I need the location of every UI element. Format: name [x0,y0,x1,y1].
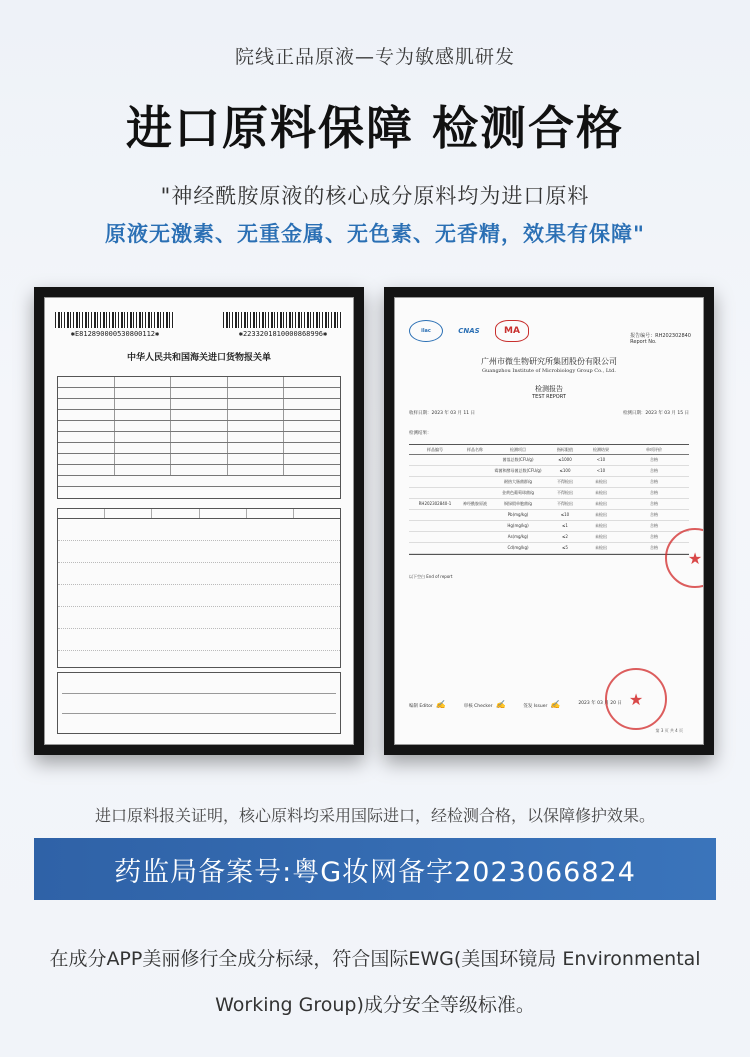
result-row: Hg(mg/kg) ≤1 未检出 合格 [409,521,689,532]
description-line-1: "神经酰胺原液的核心成分原料均为进口原料 [160,184,590,208]
ilac-mra-logo-icon: ilac [409,320,443,342]
barcode-icon [223,312,343,328]
customs-header-table [57,376,341,499]
end-of-report-note: 以下空白 End of report [409,574,453,579]
customs-declaration-document [44,297,354,745]
test-report-frame [384,287,714,755]
result-row: 金黄色葡萄球菌/g 不得检出 未检出 合格 [409,488,689,499]
issuer-signature: 签发 Issuer ✍ [523,700,561,709]
result-row: 菌落总数(CFU/g) ≤1000 <10 合格 [409,455,689,466]
report-title-en: TEST REPORT [532,394,566,400]
report-title-cn: 检测报告 [535,385,563,393]
customs-goods-table [57,508,341,668]
issue-date: 2023 年 03 月 20 日 [578,701,622,706]
report-number: 报告编号：RH202302840 Report No. [630,333,691,345]
date-analyzed: 检测日期：2023 年 03 月 15 日 [622,411,689,416]
result-row: Cd(mg/kg) ≤5 未检出 合格 [409,543,689,554]
lab-name-cn: 广州市微生物研究所集团股份有限公司 [481,357,617,366]
barcode-row [55,312,343,338]
result-row: 霉菌和酵母菌总数(CFU/g) ≤100 <10 合格 [409,466,689,477]
barcode-icon [55,312,175,328]
customs-document-title: 中华人民共和国海关进口货物报关单 [126,353,271,363]
cma-logo-icon: MA [495,320,529,342]
registration-banner: 药监局备案号:粤G妆网备字2023066824 [34,838,716,900]
page-headline: 进口原料保障 检测合格 [125,101,624,155]
cnas-logo-icon: CNAS [458,327,480,335]
customs-declaration-frame [34,287,364,755]
red-seal-stamp-icon: ★ [665,528,704,588]
editor-signature: 编制 Editor ✍ [409,700,446,709]
page-number: 第 3 页 共 4 页 [655,728,683,733]
result-row: 耐热大肠菌群/g 不得检出 未检出 合格 [409,477,689,488]
report-dates [409,410,689,416]
result-row: RH202302840-1 神经酰胺原液 铜绿假单胞菌/g 不得检出 未检出 合格 [409,499,689,510]
red-seal-stamp-icon: ★ [605,668,667,730]
result-row: As(mg/kg) ≤2 未检出 合格 [409,532,689,543]
signature-row [409,700,689,709]
barcode-right-text: ✱2233201810000868996✱ [238,330,328,338]
checker-signature: 审核 Checker ✍ [463,700,506,709]
lab-name-en: Guangzhou Institute of Microbiology Group Co., Ltd. [482,368,616,374]
test-report-document [394,297,704,745]
barcode-left [55,312,175,338]
tagline: 院线正品原液—专为敏感肌研发 [234,46,515,68]
barcode-right [223,312,343,338]
customs-footer-box [57,672,341,734]
results-table-header: 样品编号 样品名称 检测项目 指标限值 检测结果 单项评价 [409,445,689,455]
certification-logos [409,320,529,342]
barcode-left-text: ✱E812890000530800112✱ [70,330,160,338]
result-row: Pb(mg/kg) ≤10 未检出 合格 [409,510,689,521]
ewg-statement: 在成分APP美丽修行全成分标绿，符合国际EWG(美国环镜局 Environmental Working Group)成分安全等级标准。 [49,948,701,1016]
date-received: 收样日期：2023 年 03 月 11 日 [409,411,476,416]
description-line-2: 原液无激素、无重金属、无色素、无香精，效果有保障" [105,222,645,246]
results-label: 检测结果： [409,431,432,436]
results-table [409,444,689,555]
documents-caption: 进口原料报关证明，核心原料均采用国际进口，经检测合格，以保障修护效果。 [94,806,655,825]
